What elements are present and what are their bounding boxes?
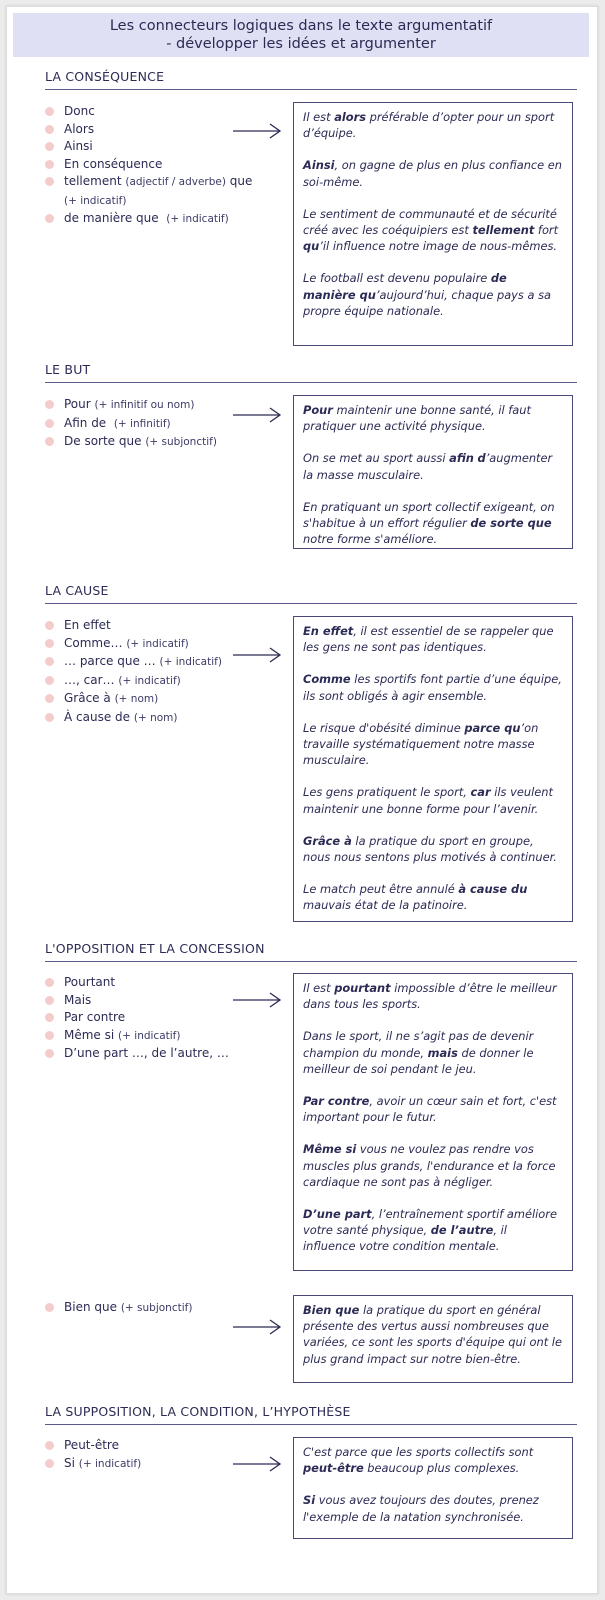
right-arrow-icon xyxy=(232,992,282,1008)
grammar-note: (+ subjonctif) xyxy=(120,1302,193,1314)
connector-list-opposition xyxy=(45,974,275,1063)
example-sentence xyxy=(303,1028,563,1077)
example-sentence xyxy=(303,450,563,482)
connector-word: Donc xyxy=(64,104,95,118)
right-arrow-icon xyxy=(232,123,282,139)
list-item xyxy=(45,1027,275,1046)
connector-word: …, car… xyxy=(64,672,115,687)
bullet-dot-icon xyxy=(45,978,54,987)
connector-highlight: Même si xyxy=(303,1142,357,1157)
connector-word: Pourtant xyxy=(64,975,116,989)
right-arrow-icon xyxy=(232,1319,282,1335)
sentence-text: ’augmenter la masse musculaire. xyxy=(303,451,553,482)
connector-word: D’une part …, de l’autre, … xyxy=(64,1046,229,1060)
example-sentence xyxy=(303,720,563,769)
sentence-text: beaucoup plus complexes. xyxy=(363,1461,520,1476)
sentence-text: ’il influence notre image de nous-mêmes. xyxy=(319,239,558,254)
sentence-text: de donner le meilleur de soi pendant le jeu. xyxy=(303,1045,534,1076)
list-item xyxy=(45,709,275,728)
connector-word: … parce que … xyxy=(64,654,156,668)
connector-list-consequence xyxy=(45,103,275,229)
example-sentence xyxy=(303,402,563,434)
bullet-dot-icon xyxy=(45,996,54,1005)
connector-word: À cause de xyxy=(64,709,131,724)
connector-word: Ainsi xyxy=(64,139,93,153)
sentence-text: Le risque d'obésité diminue xyxy=(303,720,465,735)
connector-word: Comme… xyxy=(64,635,123,650)
sentence-text: préférable d’opter pour un sport d’équipe. xyxy=(303,110,555,141)
example-box xyxy=(293,973,573,1271)
bullet-dot-icon xyxy=(45,1013,54,1022)
sentence-text: impossible d’être le meilleur dans tous les sports. xyxy=(303,981,557,1012)
connector-highlight: tellement xyxy=(472,223,535,238)
example-box xyxy=(293,395,573,549)
grammar-note: (+ indicatif) xyxy=(126,637,189,650)
connector-word: tellement xyxy=(64,174,122,188)
connector-highlight: de l’autre xyxy=(430,1223,494,1238)
bullet-dot-icon xyxy=(45,107,54,116)
bullet-dot-icon xyxy=(45,1031,54,1040)
list-item xyxy=(45,974,275,992)
infographic-page xyxy=(6,6,598,1594)
connector-highlight: parce qu xyxy=(464,720,521,735)
sentence-text: , il influence votre condition mentale. xyxy=(303,1223,507,1254)
connector-highlight: Comme xyxy=(303,672,351,687)
example-sentence xyxy=(303,833,563,865)
page-title xyxy=(13,13,589,57)
section-heading-cause: LA CAUSE xyxy=(45,583,577,604)
grammar-note: (adjectif / adverbe) xyxy=(125,176,226,188)
sentence-text: la pratique du sport en général présente des vertus aussi nombreuses que variées, ce sont les sports d'équipe qui ont le plus grand impact sur notre bien-être. xyxy=(303,1303,562,1366)
connector-word: De sorte que xyxy=(64,434,142,448)
list-item xyxy=(45,672,275,691)
grammar-note: (+ indicatif) xyxy=(64,194,127,207)
sentence-text: Il est xyxy=(303,110,335,124)
section-heading-consequence: LA CONSÉQUENCE xyxy=(45,69,577,90)
example-sentence xyxy=(303,623,563,655)
connector-highlight: qu xyxy=(303,239,320,254)
example-box xyxy=(293,616,573,922)
grammar-note: (+ indicatif) xyxy=(159,656,222,668)
example-sentence xyxy=(303,157,563,189)
grammar-note: (+ indicatif) xyxy=(118,1029,181,1042)
connector-highlight: alors xyxy=(334,110,367,124)
sentence-text: notre forme s'améliore. xyxy=(303,532,438,547)
grammar-note: (+ nom) xyxy=(114,693,159,705)
grammar-note: (+ indicatif) xyxy=(118,674,181,687)
connector-highlight: d xyxy=(477,451,486,466)
connector-word: Par contre xyxy=(64,1010,126,1024)
bullet-dot-icon xyxy=(45,400,54,409)
sentence-text: , avoir un cœur sain et fort, c'est important pour le futur. xyxy=(303,1094,557,1125)
connector-word: Grâce à xyxy=(64,691,111,705)
right-arrow-icon xyxy=(232,647,282,663)
connector-highlight: peut-être xyxy=(303,1461,364,1476)
bullet-dot-icon xyxy=(45,1049,54,1058)
grammar-note: (+ infinitif ou nom) xyxy=(94,399,195,411)
sentence-text: vous ne voulez pas rendre vos muscles plus grands, l'endurance et la force cardiaque ne sont pas à négliger. xyxy=(303,1142,556,1189)
bullet-dot-icon xyxy=(45,694,54,703)
list-item xyxy=(45,617,275,635)
sentence-text: Le football est devenu populaire xyxy=(303,271,491,286)
grammar-note: (+ infinitif) xyxy=(113,417,171,430)
bullet-dot-icon xyxy=(45,1441,54,1450)
list-item xyxy=(45,103,275,121)
list-item xyxy=(45,433,275,452)
example-sentence xyxy=(303,499,563,548)
connector-word: En conséquence xyxy=(64,156,163,171)
title-line-2: - développer les idées et argumenter xyxy=(166,36,436,52)
example-box xyxy=(293,1295,573,1383)
sentence-text: , l’entraînement sportif améliore votre santé physique, xyxy=(303,1207,557,1238)
example-sentence xyxy=(303,1093,563,1125)
example-sentence xyxy=(303,1302,563,1367)
connector-highlight: Grâce à xyxy=(303,833,352,848)
grammar-note: (+ nom) xyxy=(133,711,178,724)
section-heading-opposition: L'OPPOSITION ET LA CONCESSION xyxy=(45,941,577,962)
grammar-note: (+ indicatif) xyxy=(78,1457,142,1470)
connector-word: En effet xyxy=(64,618,111,632)
connector-word: Même si xyxy=(64,1027,115,1042)
sentence-text: C'est parce que les sports collectifs sont xyxy=(303,1445,534,1459)
example-sentence xyxy=(303,1492,563,1524)
bullet-dot-icon xyxy=(45,214,54,223)
title-line-1: Les connecteurs logiques dans le texte argumentatif xyxy=(109,18,493,34)
example-box xyxy=(293,1437,573,1539)
section-heading-but: LE BUT xyxy=(45,362,577,383)
connector-word: Si xyxy=(64,1455,75,1470)
connector-list-cause xyxy=(45,617,275,727)
bullet-dot-icon xyxy=(45,437,54,446)
connector-highlight: de manière qu xyxy=(303,271,507,302)
connector-word: de manière que xyxy=(64,211,159,225)
sentence-text: maintenir une bonne santé, il faut pratiquer une activité physique. xyxy=(303,403,531,434)
sentence-text: fort xyxy=(534,223,559,238)
right-arrow-icon xyxy=(232,407,282,423)
list-item xyxy=(45,210,275,229)
connector-word: Mais xyxy=(64,992,92,1007)
sentence-text: Les gens pratiquent le sport, xyxy=(303,785,471,800)
list-item xyxy=(45,156,275,174)
example-sentence xyxy=(303,270,563,319)
bullet-dot-icon xyxy=(45,419,54,428)
connector-word: Peut-être xyxy=(64,1438,119,1452)
sentence-text: la pratique du sport en groupe, nous nous sentons plus motivés à continuer. xyxy=(303,833,557,865)
example-sentence xyxy=(303,671,563,703)
connector-highlight: de sorte que xyxy=(470,516,552,531)
bullet-dot-icon xyxy=(45,125,54,134)
list-item xyxy=(45,1437,275,1455)
bullet-dot-icon xyxy=(45,639,54,648)
connector-highlight: D’une part xyxy=(303,1207,372,1222)
list-item xyxy=(45,173,275,210)
sentence-text: , on gagne de plus en plus confiance en soi-même. xyxy=(303,158,563,189)
right-arrow-icon xyxy=(232,1456,282,1472)
connector-highlight: afin xyxy=(449,451,474,466)
list-item xyxy=(45,1045,275,1063)
sentence-text: mauvais état de la patinoire. xyxy=(303,898,468,913)
list-item xyxy=(45,690,275,709)
sentence-text: ’aujourd’hui, chaque pays a sa propre équipe nationale. xyxy=(303,287,551,318)
example-sentence xyxy=(303,1206,563,1255)
bullet-dot-icon xyxy=(45,621,54,630)
bullet-dot-icon xyxy=(45,1303,54,1312)
sentence-text: Le sentiment de communauté et de sécurité créé avec les coéquipiers est xyxy=(303,206,557,238)
connector-highlight: car xyxy=(470,785,491,800)
sentence-text: Il est xyxy=(303,981,335,995)
example-sentence xyxy=(303,206,563,255)
connector-highlight: à cause du xyxy=(458,882,528,897)
sentence-text: vous avez toujours des doutes, prenez l'exemple de la natation synchronisée. xyxy=(303,1493,539,1524)
example-sentence xyxy=(303,881,563,913)
bullet-dot-icon xyxy=(45,657,54,666)
connector-highlight: mais xyxy=(427,1045,458,1060)
section-heading-supposition: LA SUPPOSITION, LA CONDITION, L’HYPOTHÈSE xyxy=(45,1404,577,1425)
sentence-text: Dans le sport, il ne s’agit pas de devenir champion du monde, xyxy=(303,1029,534,1060)
bullet-dot-icon xyxy=(45,177,54,186)
example-sentence xyxy=(303,1141,563,1190)
connector-highlight: En effet xyxy=(303,624,354,638)
sentence-text: , il est essentiel de se rappeler que les gens ne sont pas identiques. xyxy=(303,624,554,655)
connector-highlight: Par contre xyxy=(303,1094,370,1109)
sentence-text: En pratiquant un sport collectif exigeant, on s'habitue à un effort régulier xyxy=(303,499,555,531)
grammar-note: (+ indicatif) xyxy=(166,213,229,225)
connector-word: Bien que xyxy=(64,1300,117,1314)
sentence-text: les sportifs font partie d’une équipe, ils sont obligés à agir ensemble. xyxy=(303,672,562,703)
connector-highlight: Ainsi xyxy=(303,158,335,173)
connector-list-concession xyxy=(45,1299,275,1318)
list-item xyxy=(45,1009,275,1027)
bullet-dot-icon xyxy=(45,676,54,685)
connector-highlight: Bien que xyxy=(303,1303,360,1317)
connector-list-but xyxy=(45,396,275,452)
example-sentence xyxy=(303,1444,563,1476)
connector-word: Pour xyxy=(64,397,91,411)
connector-highlight: Pour xyxy=(303,403,333,417)
list-item xyxy=(45,138,275,156)
sentence-text: Le match peut être annulé xyxy=(303,882,459,897)
sentence-text: On se met au sport aussi xyxy=(303,451,450,466)
connector-word: que xyxy=(229,174,253,188)
example-box xyxy=(293,102,573,346)
bullet-dot-icon xyxy=(45,1459,54,1468)
list-item xyxy=(45,1299,275,1318)
bullet-dot-icon xyxy=(45,160,54,169)
sentence-text: ’on travaille systématiquement notre masse musculaire. xyxy=(303,720,539,768)
connector-highlight: pourtant xyxy=(334,981,391,995)
example-sentence xyxy=(303,109,563,141)
bullet-dot-icon xyxy=(45,142,54,151)
connector-highlight: Si xyxy=(303,1493,316,1508)
bullet-dot-icon xyxy=(45,713,54,722)
connector-word: Alors xyxy=(64,121,95,136)
example-sentence xyxy=(303,980,563,1012)
example-sentence xyxy=(303,784,563,816)
connector-word: Afin de xyxy=(64,415,107,430)
sentence-text: ils veulent maintenir une bonne forme pour l’avenir. xyxy=(303,785,553,816)
grammar-note: (+ subjonctif) xyxy=(145,436,217,448)
